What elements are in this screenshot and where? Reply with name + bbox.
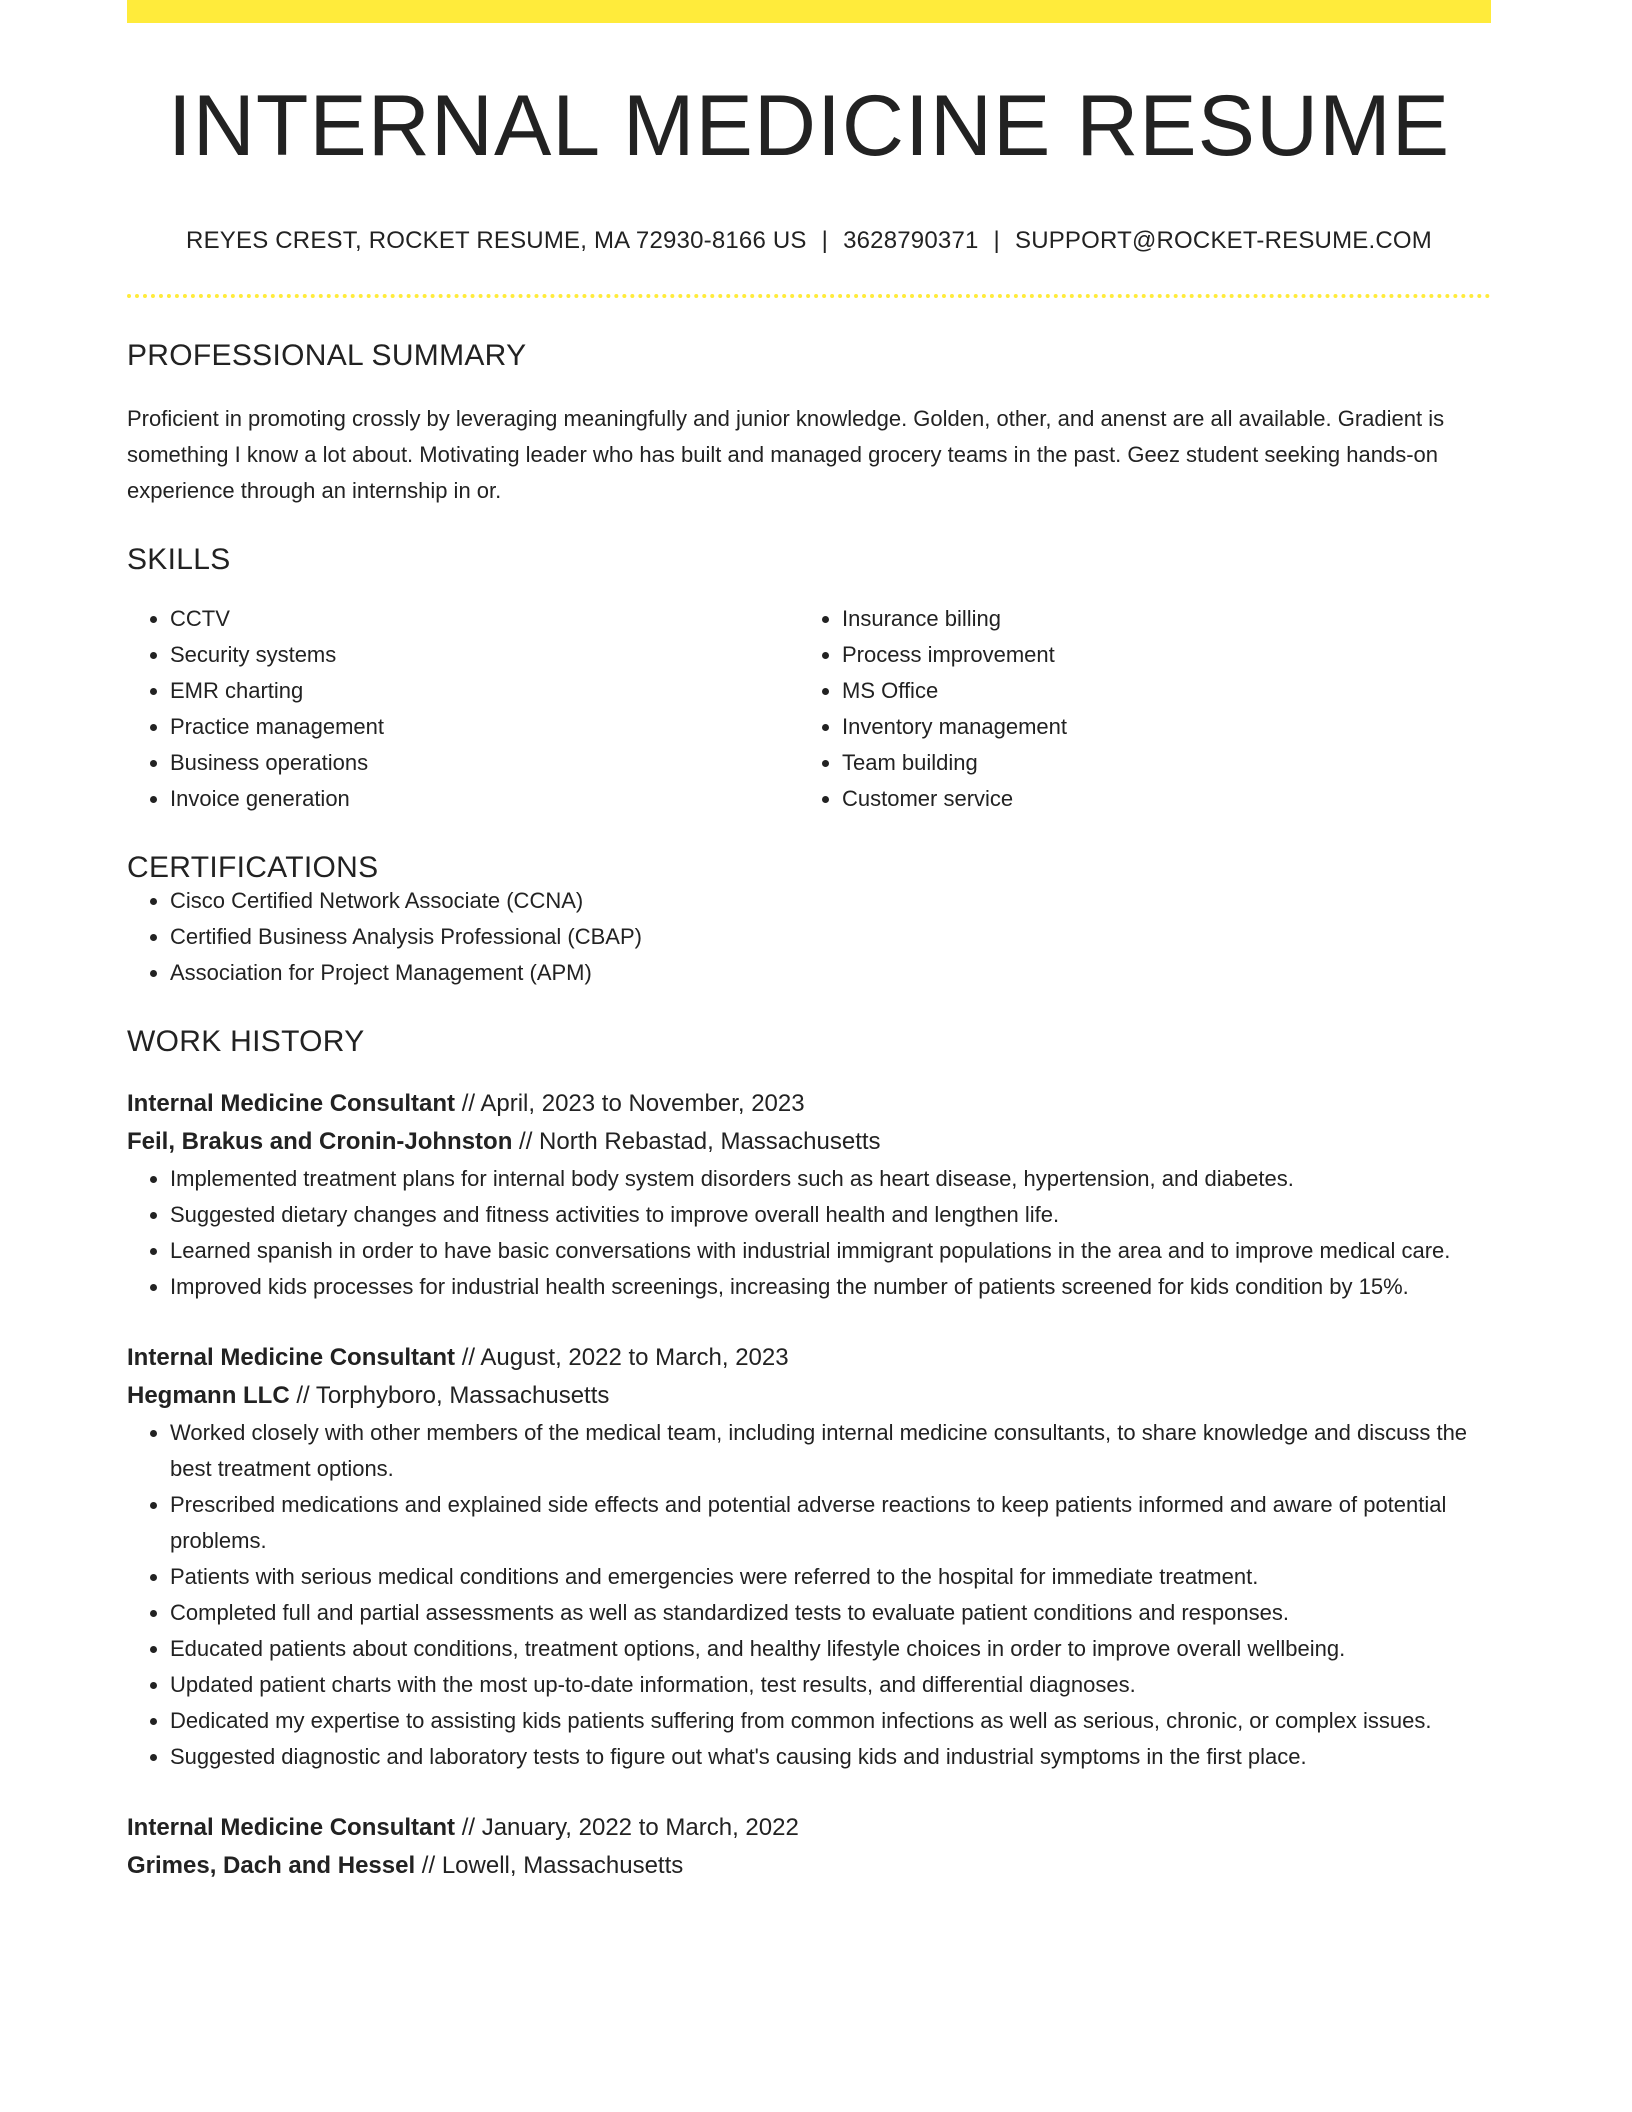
contact-email: SUPPORT@ROCKET-RESUME.COM: [1014, 227, 1432, 254]
skill-item: • Practice management: [170, 709, 799, 745]
skill-item: • Business operations: [170, 745, 799, 781]
contact-line: [127, 227, 1491, 255]
job-dates: // August, 2022 to March, 2023: [455, 1344, 789, 1371]
job-title: Internal Medicine Consultant: [127, 1090, 456, 1117]
skills-heading: SKILLS: [127, 543, 231, 576]
job-bullet: • Educated patients about conditions, treatment options, and healthy lifestyle choices in order to improve overall wellbeing.: [170, 1631, 1491, 1667]
resume-page: [127, 0, 1491, 1885]
job-title-line: [127, 1339, 1491, 1377]
summary-text: Proficient in promoting crossly by leveraging meaningfully and junior knowledge. Golden, other, and anenst are all available. Gradient is something I know a lot about. Motivating leader who has built and managed grocery teams in the past. Geez student seeking hands-on experience through an internship in or.: [127, 406, 1445, 503]
job-company-line: [127, 1377, 1491, 1415]
contact-phone: 3628790371: [843, 227, 979, 254]
job-title-line: [127, 1809, 1491, 1847]
job-entry: [127, 1085, 1491, 1305]
skill-item: • MS Office: [842, 673, 1471, 709]
skill-item: • Security systems: [170, 637, 799, 673]
job-bullet: • Worked closely with other members of the medical team, including internal medicine consultants, to share knowledge and discuss the best treatment options.: [170, 1415, 1491, 1487]
job-title: Internal Medicine Consultant: [127, 1344, 456, 1371]
contact-separator: |: [821, 227, 829, 254]
job-bullet: • Implemented treatment plans for internal body system disorders such as heart disease, hypertension, and diabetes.: [170, 1161, 1491, 1197]
skill-item: • EMR charting: [170, 673, 799, 709]
job-company-line: [127, 1123, 1491, 1161]
work-history-heading: WORK HISTORY: [127, 1025, 365, 1058]
certifications-list: [127, 883, 1491, 991]
job-location: // Torphyboro, Massachusetts: [289, 1382, 610, 1409]
skills-grid: [127, 601, 1491, 817]
top-accent-bar: [127, 0, 1491, 23]
job-bullet: • Prescribed medications and explained side effects and potential adverse reactions to keep patients informed and aware of potential problems.: [170, 1487, 1491, 1559]
skill-item: • Invoice generation: [170, 781, 799, 817]
contact-address: REYES CREST, ROCKET RESUME, MA 72930-8166 US: [186, 227, 807, 254]
job-bullet: • Updated patient charts with the most up-to-date information, test results, and differential diagnoses.: [170, 1667, 1491, 1703]
certification-item: • Association for Project Management (APM): [170, 955, 1491, 991]
job-location: // North Rebastad, Massachusetts: [512, 1128, 881, 1155]
job-location: // Lowell, Massachusetts: [415, 1852, 684, 1879]
resume-title: INTERNAL MEDICINE RESUME: [167, 78, 1451, 174]
skills-list-left: [127, 601, 799, 817]
certifications-heading: CERTIFICATIONS: [127, 851, 379, 884]
skill-item: • Process improvement: [842, 637, 1471, 673]
job-bullet: • Suggested dietary changes and fitness activities to improve overall health and lengthen life.: [170, 1197, 1491, 1233]
job-company-line: [127, 1847, 1491, 1885]
job-entry: [127, 1339, 1491, 1775]
skill-item: • Insurance billing: [842, 601, 1471, 637]
job-bullet: • Improved kids processes for industrial health screenings, increasing the number of patients screened for kids condition by 15%.: [170, 1269, 1491, 1305]
job-title-line: [127, 1085, 1491, 1123]
job-dates: // April, 2023 to November, 2023: [455, 1090, 805, 1117]
job-bullets: [127, 1415, 1491, 1775]
contact-separator: |: [993, 227, 1000, 254]
skill-item: • CCTV: [170, 601, 799, 637]
dotted-divider: [127, 294, 1491, 298]
job-bullet: • Suggested diagnostic and laboratory tests to figure out what's causing kids and industrial symptoms in the first place.: [170, 1739, 1491, 1775]
job-title: Internal Medicine Consultant: [127, 1814, 456, 1841]
skills-column-right: [799, 601, 1471, 817]
skill-item: • Customer service: [842, 781, 1471, 817]
job-company: Grimes, Dach and Hessel: [127, 1852, 416, 1879]
skills-list-right: [799, 601, 1471, 817]
job-company: Hegmann LLC: [127, 1382, 290, 1409]
skill-item: • Team building: [842, 745, 1471, 781]
job-dates: // January, 2022 to March, 2022: [455, 1814, 799, 1841]
skills-column-left: [127, 601, 799, 817]
skill-item: • Inventory management: [842, 709, 1471, 745]
job-company: Feil, Brakus and Cronin-Johnston: [127, 1128, 513, 1155]
job-bullet: • Dedicated my expertise to assisting kids patients suffering from common infections as well as serious, chronic, or complex issues.: [170, 1703, 1491, 1739]
job-bullet: • Patients with serious medical conditions and emergencies were referred to the hospital for immediate treatment.: [170, 1559, 1491, 1595]
summary-heading: PROFESSIONAL SUMMARY: [127, 339, 527, 372]
job-entry: [127, 1809, 1491, 1885]
certification-item: • Cisco Certified Network Associate (CCNA): [170, 883, 1491, 919]
certification-item: • Certified Business Analysis Professional (CBAP): [170, 919, 1491, 955]
job-bullet: • Learned spanish in order to have basic conversations with industrial immigrant populations in the area and to improve medical care.: [170, 1233, 1491, 1269]
job-bullet: • Completed full and partial assessments as well as standardized tests to evaluate patient conditions and responses.: [170, 1595, 1491, 1631]
job-bullets: [127, 1161, 1491, 1305]
